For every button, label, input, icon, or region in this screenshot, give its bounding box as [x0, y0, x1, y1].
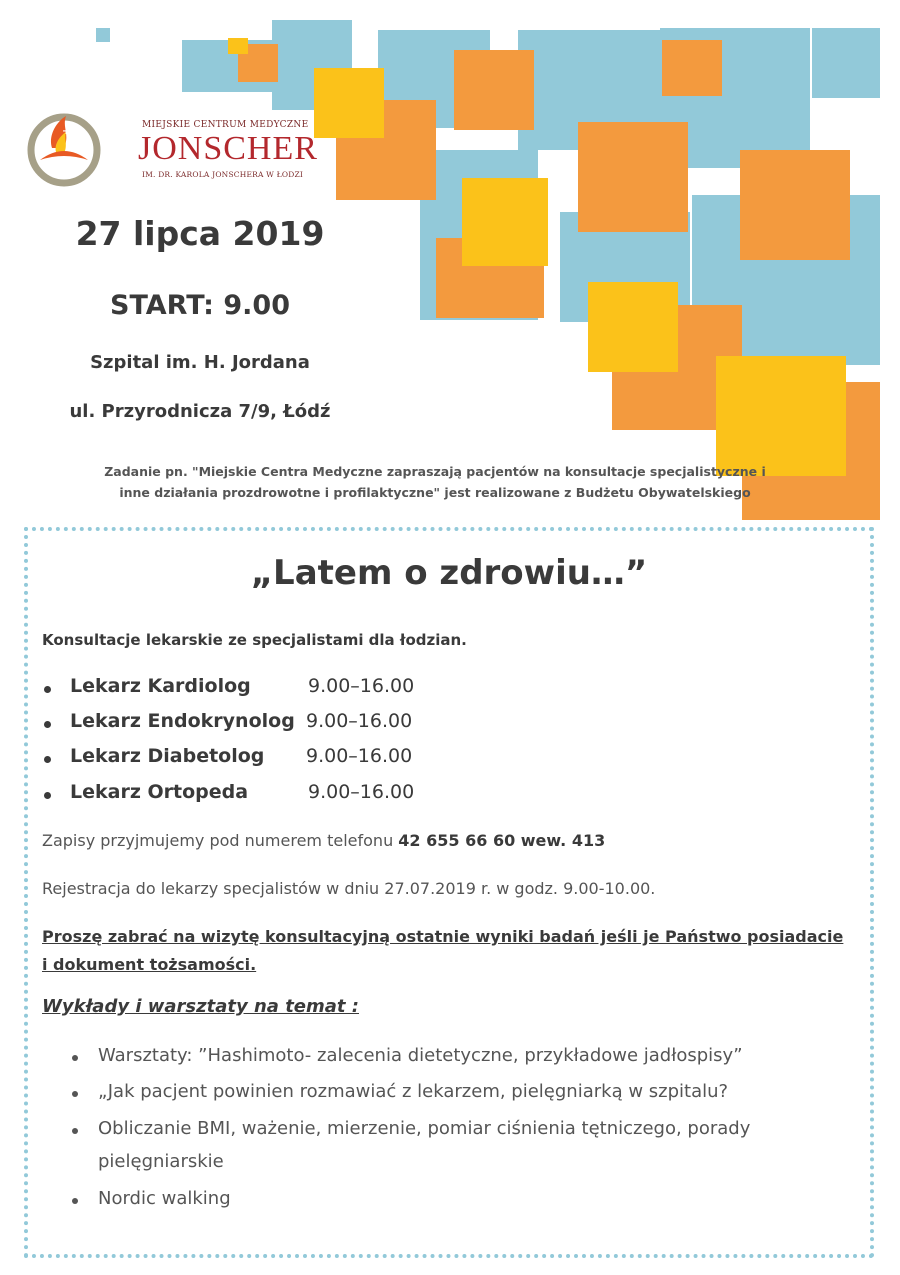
deco-square: [96, 28, 110, 42]
lecture-text: Obliczanie BMI, ważenie, mierzenie, pomiar ciśnienia tętniczego, porady: [98, 1118, 751, 1139]
doctor-hours: 9.00–16.00: [306, 745, 413, 767]
deco-square: [314, 68, 384, 138]
doctor-name: Lekarz Kardiolog: [70, 675, 251, 697]
lecture-text: Nordic walking: [98, 1188, 231, 1209]
deco-square: [578, 122, 688, 232]
deco-square: [662, 40, 722, 96]
phone-text: Zapisy przyjmujemy pod numerem telefonu: [42, 831, 399, 850]
bullet-icon: [44, 686, 51, 693]
doctor-name: Lekarz Endokrynolog: [70, 710, 295, 732]
deco-square: [588, 282, 678, 372]
documents-note-line: i dokument tożsamości.: [42, 955, 257, 974]
bullet-icon: [72, 1055, 78, 1061]
documents-note-line: Proszę zabrać na wizytę konsultacyjną ostatnie wyniki badań jeśli je Państwo posiadacie: [42, 927, 844, 946]
svg-text:+: +: [62, 126, 71, 137]
deco-square: [228, 38, 248, 54]
bullet-icon: [72, 1091, 78, 1097]
deco-square: [454, 50, 534, 130]
doctor-hours: 9.00–16.00: [306, 710, 413, 732]
funding-notice-line: inne działania prozdrowotne i profilaktyczne" jest realizowane z Budżetu Obywatelskiego: [119, 485, 751, 500]
bullet-icon: [72, 1128, 78, 1134]
logo-main-text: JONSCHER: [138, 130, 318, 167]
phone-number: 42 655 66 60 wew. 413: [398, 831, 606, 850]
consultations-intro: Konsultacje lekarskie ze specjalistami dla łodzian.: [42, 631, 467, 649]
bullet-icon: [44, 756, 51, 763]
logo-top-text: MIEJSKIE CENTRUM MEDYCZNE: [142, 120, 309, 130]
logo: [26, 108, 316, 188]
documents-note: [42, 923, 860, 979]
bullet-icon: [44, 792, 51, 799]
deco-square: [462, 178, 548, 266]
doctor-hours: 9.00–16.00: [308, 781, 415, 803]
event-start: START: 9.00: [110, 290, 290, 321]
funding-notice-line: Zadanie pn. "Miejskie Centra Medyczne zapraszają pacjentów na konsultacje specjalistyczne i: [104, 464, 766, 479]
lectures-title: Wykłady i warsztaty na temat :: [42, 996, 359, 1017]
doctor-name: Lekarz Diabetolog: [70, 745, 265, 767]
doctor-hours: 9.00–16.00: [308, 675, 415, 697]
lecture-text: pielęgniarskie: [98, 1151, 224, 1172]
lecture-text: Warsztaty: ”Hashimoto- zalecenia dietetyczne, przykładowe jadłospisy”: [98, 1045, 743, 1066]
bullet-icon: [72, 1198, 78, 1204]
logo-sub-text: IM. DR. KAROLA JONSCHERA W ŁODZI: [142, 170, 304, 179]
doctor-name: Lekarz Ortopeda: [70, 781, 249, 803]
deco-square: [740, 150, 850, 260]
deco-square: [716, 356, 846, 476]
logo-emblem-icon: [26, 108, 106, 188]
bullet-icon: [44, 721, 51, 728]
event-address: ul. Przyrodnicza 7/9, Łódź: [69, 401, 331, 422]
registration-text: Rejestracja do lekarzy specjalistów w dniu 27.07.2019 r. w godz. 9.00-10.00.: [42, 879, 656, 898]
lecture-text: „Jak pacjent powinien rozmawiać z lekarzem, pielęgniarką w szpitalu?: [98, 1081, 729, 1102]
main-title: „Latem o zdrowiu…”: [250, 553, 648, 593]
main-box: [24, 527, 874, 1258]
phone-line: [42, 831, 605, 850]
funding-notice: [40, 461, 830, 503]
deco-square: [812, 28, 880, 98]
event-date: 27 lipca 2019: [75, 214, 325, 253]
event-hospital: Szpital im. H. Jordana: [90, 352, 310, 373]
